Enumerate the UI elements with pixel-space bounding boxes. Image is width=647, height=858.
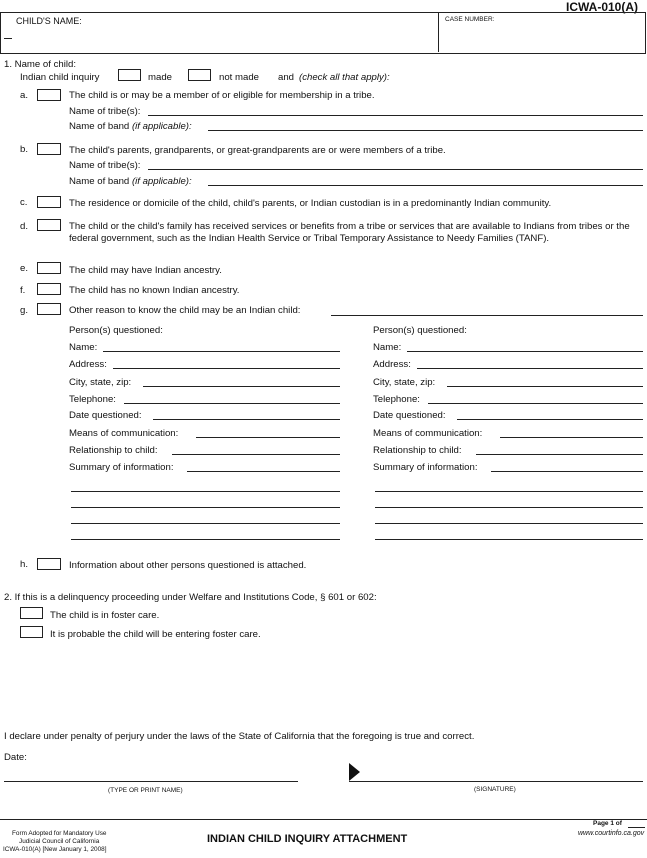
declaration-text: I declare under penalty of perjury under the laws of the State of California that the foregoing is true and correct. [4,731,475,742]
left-name-label: Name: [69,342,98,353]
item-g-field[interactable] [331,315,643,316]
right-means-label: Means of communication: [373,428,483,439]
item-h-letter: h. [20,559,29,570]
probable-foster-checkbox[interactable] [20,626,43,638]
foster-care-checkbox[interactable] [20,607,43,619]
print-name-label: (TYPE OR PRINT NAME) [108,787,183,794]
item-d-text: The child or the child's family has received services or benefits from a tribe or services that are available to Indians from tribes or the federal government, such as the Indian Health Service or Tribal Temporary Assistance to Needy Families (TANF). [69,221,630,244]
footer-form-rev: ICWA-010(A) [New January 1, 2008] [3,846,107,853]
childs-name-label: CHILD'S NAME: [16,16,82,26]
item-b-text: The child's parents, grandparents, or great-grandparents are or were members of a tribe. [69,145,446,156]
item-a-band-label: Name of band (if applicable): [69,121,192,132]
section2-title: 2. If this is a delinquency proceeding under Welfare and Institutions Code, § 601 or 602: [4,592,377,603]
signature-arrow-icon [349,763,361,781]
left-persons-title: Person(s) questioned: [69,325,163,336]
item-a-checkbox[interactable] [37,89,61,101]
and-label: and [278,72,295,83]
case-number-label: CASE NUMBER: [445,16,495,23]
date-label: Date: [4,752,27,763]
made-label: made [148,72,172,83]
right-summary-line[interactable] [375,491,643,492]
item-g-text: Other reason to know the child may be an Indian child: [69,305,301,316]
item-b-tribe-field[interactable] [148,169,643,170]
signature-field[interactable] [349,781,643,782]
left-relationship-label: Relationship to child: [69,445,158,456]
item-b-band-label: Name of band (if applicable): [69,176,192,187]
item-h-checkbox[interactable] [37,558,61,570]
item-b-tribe-label: Name of tribe(s): [69,160,141,171]
right-name-field[interactable] [407,351,643,352]
item-c-checkbox[interactable] [37,196,61,208]
print-name-field[interactable] [4,781,298,782]
left-summary-line[interactable] [71,539,340,540]
right-summary-line[interactable] [375,507,643,508]
signature-label: (SIGNATURE) [474,786,516,793]
item-b-letter: b. [20,144,29,155]
right-date-field[interactable] [457,419,643,420]
item-f-text: The child has no known Indian ancestry. [69,285,240,296]
item-d-checkbox[interactable] [37,219,61,231]
item-f-checkbox[interactable] [37,283,61,295]
left-date-label: Date questioned: [69,410,142,421]
right-persons-title: Person(s) questioned: [373,325,467,336]
item-d-letter: d. [20,221,29,232]
foster-care-text: The child is in foster care. [50,610,160,621]
item-e-text: The child may have Indian ancestry. [69,265,222,276]
form-id: ICWA-010(A) [566,0,639,14]
footer-adopted: Form Adopted for Mandatory Use [12,830,107,837]
right-summary-line[interactable] [375,539,643,540]
header-box [0,12,646,54]
left-summary-line[interactable] [71,523,340,524]
right-telephone-label: Telephone: [373,394,420,405]
item-b-checkbox[interactable] [37,143,61,155]
page-total-field [628,827,645,828]
left-means-label: Means of communication: [69,428,179,439]
item-g-letter: g. [20,305,29,316]
item-h-text: Information about other persons questioned is attached. [69,560,307,571]
left-relationship-field[interactable] [172,454,340,455]
footer-rule [0,819,647,820]
left-address-label: Address: [69,359,107,370]
left-city-label: City, state, zip: [69,377,132,388]
right-address-label: Address: [373,359,411,370]
left-address-field[interactable] [113,368,340,369]
check-all-label: (check all that apply): [299,72,390,83]
right-name-label: Name: [373,342,402,353]
right-address-field[interactable] [417,368,643,369]
probable-foster-text: It is probable the child will be entering foster care. [50,629,261,640]
left-summary-field[interactable] [187,471,340,472]
item-e-checkbox[interactable] [37,262,61,274]
right-city-field[interactable] [447,386,643,387]
right-means-field[interactable] [500,437,643,438]
item-a-band-field[interactable] [208,130,643,131]
left-name-field[interactable] [103,351,340,352]
inquiry-label: Indian child inquiry [20,72,100,83]
right-telephone-field[interactable] [428,403,643,404]
right-date-label: Date questioned: [373,410,446,421]
item-a-text: The child is or may be a member of or eligible for membership in a tribe. [69,90,375,101]
item-c-letter: c. [20,197,28,208]
not-made-label: not made [219,72,260,83]
footer-council: Judicial Council of California [19,838,100,845]
form-title: INDIAN CHILD INQUIRY ATTACHMENT [207,833,408,845]
left-summary-line[interactable] [71,491,340,492]
left-summary-line[interactable] [71,507,340,508]
item-f-letter: f. [20,285,26,296]
page-label: Page 1 of [593,820,622,827]
not-made-checkbox[interactable] [188,69,211,81]
right-city-label: City, state, zip: [373,377,436,388]
made-checkbox[interactable] [118,69,141,81]
name-mark [4,38,12,39]
item-c-text: The residence or domicile of the child, child's parents, or Indian custodian is in a predominantly Indian community. [69,198,552,209]
item-a-letter: a. [20,90,29,101]
right-relationship-label: Relationship to child: [373,445,462,456]
right-relationship-field[interactable] [476,454,643,455]
section1-title: 1. Name of child: [4,59,76,70]
left-summary-label: Summary of information: [69,462,174,473]
website-link[interactable]: www.courtinfo.ca.gov [578,830,645,837]
item-a-tribe-label: Name of tribe(s): [69,106,141,117]
item-g-checkbox[interactable] [37,303,61,315]
right-summary-line[interactable] [375,523,643,524]
left-date-field[interactable] [153,419,340,420]
left-telephone-field[interactable] [124,403,340,404]
left-city-field[interactable] [143,386,340,387]
right-summary-label: Summary of information: [373,462,478,473]
header-divider [438,12,439,52]
item-a-tribe-field[interactable] [148,115,643,116]
left-telephone-label: Telephone: [69,394,116,405]
item-b-band-field[interactable] [208,185,643,186]
item-e-letter: e. [20,263,29,274]
left-means-field[interactable] [196,437,340,438]
right-summary-field[interactable] [491,471,643,472]
